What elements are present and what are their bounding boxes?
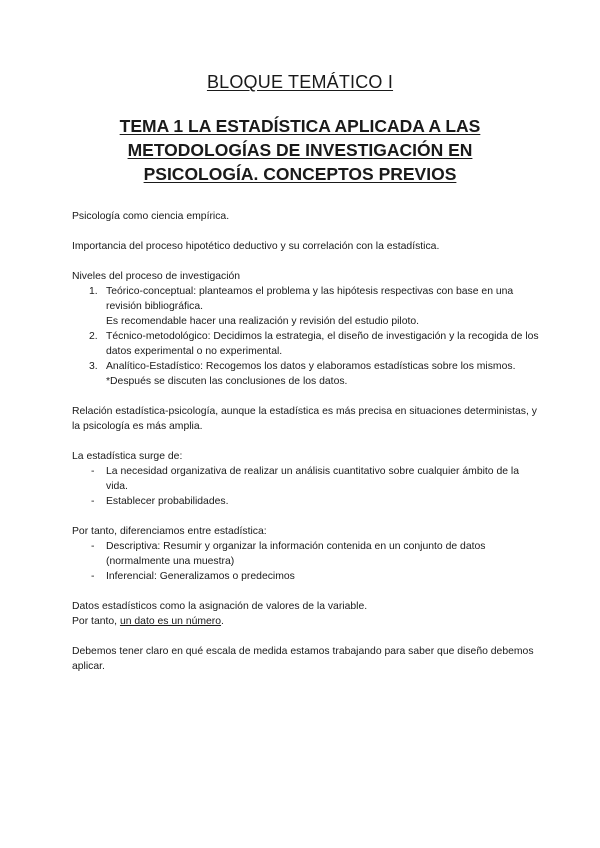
list-item-text: Inferencial: Generalizamos o predecimos xyxy=(106,571,295,582)
list-marker: - xyxy=(91,496,95,507)
levels-list xyxy=(72,284,542,389)
list-item xyxy=(72,569,542,584)
list-item-text: Técnico-metodológico: Decidimos la estrategia, el diseño de investigación y la recogida de los datos experimental o no experimental. xyxy=(106,331,539,357)
block-title: BLOQUE TEMÁTICO I xyxy=(206,72,394,92)
list-item xyxy=(72,359,542,389)
data-number-line xyxy=(72,614,542,629)
list-marker: - xyxy=(91,466,95,477)
topic-title: TEMA 1 LA ESTADÍSTICA APLICADA A LAS METODOLOGÍAS DE INVESTIGACIÓN EN PSICOLOGÍA. CONCEPTOS PREVIOS xyxy=(119,116,481,184)
list-marker: - xyxy=(91,571,95,582)
arises-heading: La estadística surge de: xyxy=(72,451,183,462)
list-item-note: *Después se discuten las conclusiones de los datos. xyxy=(106,376,348,387)
intro-paragraph: Psicología como ciencia empírica. xyxy=(72,211,230,222)
list-item-text: Teórico-conceptual: planteamos el problema y las hipótesis respectivas con base en una revisión bibliográfica. xyxy=(106,286,514,312)
list-marker: 3. xyxy=(89,361,98,372)
list-item-text: La necesidad organizativa de realizar un análisis cuantitativo sobre cualquier ámbito de la vida. xyxy=(106,466,519,492)
list-item-text: Descriptiva: Resumir y organizar la información contenida en un conjunto de datos (normalmente una muestra) xyxy=(106,541,486,567)
list-marker: 1. xyxy=(89,286,98,297)
list-item-text: Establecer probabilidades. xyxy=(106,496,229,507)
document-body xyxy=(72,209,542,674)
data-definition-line: Datos estadísticos como la asignación de valores de la variable. xyxy=(72,601,368,612)
list-marker: - xyxy=(91,541,95,552)
data-number-emphasis: un dato es un número xyxy=(119,616,222,627)
list-item xyxy=(72,464,542,494)
data-number-suffix: . xyxy=(221,616,224,627)
list-item-text: Analítico-Estadístico: Recogemos los datos y elaboramos estadísticas sobre los mismos. xyxy=(106,361,516,372)
hypothetico-paragraph: Importancia del proceso hipotético deductivo y su correlación con la estadística. xyxy=(72,241,440,252)
types-heading: Por tanto, diferenciamos entre estadística: xyxy=(72,526,267,537)
levels-heading: Niveles del proceso de investigación xyxy=(72,271,241,282)
closing-paragraph: Debemos tener claro en qué escala de medida estamos trabajando para saber que diseño debemos aplicar. xyxy=(72,646,534,672)
types-list xyxy=(72,539,542,584)
list-marker: 2. xyxy=(89,331,98,342)
list-item xyxy=(72,539,542,569)
list-item xyxy=(72,329,542,359)
arises-list xyxy=(72,464,542,509)
data-number-prefix: Por tanto, xyxy=(72,616,120,627)
relation-paragraph: Relación estadística-psicología, aunque la estadística es más precisa en situaciones deterministas, y la psicología es más amplia. xyxy=(72,406,537,432)
list-item-note: Es recomendable hacer una realización y revisión del estudio piloto. xyxy=(106,316,420,327)
list-item xyxy=(72,494,542,509)
list-item xyxy=(72,284,542,329)
